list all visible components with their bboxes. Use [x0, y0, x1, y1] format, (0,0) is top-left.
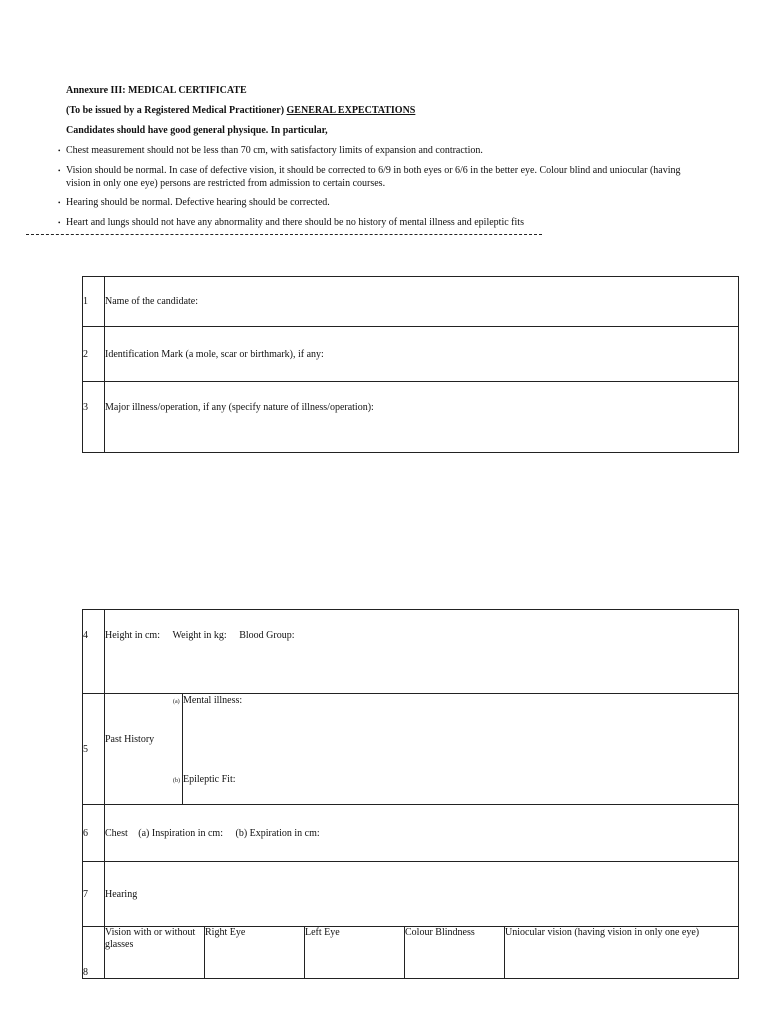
table-row: [83, 694, 739, 805]
identification-mark-field[interactable]: Identification Mark (a mole, scar or birthmark), if any:: [105, 327, 739, 382]
candidate-info-table: [82, 276, 739, 453]
table-row: [83, 610, 739, 694]
row-number: 6: [83, 805, 105, 862]
mental-illness-field[interactable]: Mental illness:: [183, 695, 243, 706]
expiration-label: (b) Expiration in cm:: [235, 827, 320, 839]
past-history-cell: [105, 694, 739, 805]
table-row: [83, 277, 739, 327]
chest-label: Chest: [105, 827, 128, 839]
table-row: [83, 805, 739, 862]
row-number: 4: [83, 610, 105, 694]
table-row: [83, 927, 739, 979]
past-history-label: Past History: [105, 734, 155, 745]
uniocular-vision-field[interactable]: Uniocular vision (having vision in only one eye): [505, 927, 739, 979]
left-eye-field[interactable]: Left Eye: [305, 927, 405, 979]
table-row: [83, 382, 739, 453]
dashed-divider: [26, 234, 542, 235]
colour-blindness-field[interactable]: Colour Blindness: [405, 927, 505, 979]
bullet-vision: Vision should be normal. In case of defective vision, it should be corrected to 6/9 in both eyes or 6/6 in the better eye. Colour blind and uniocular (having: [66, 165, 681, 176]
sub-item-marker: (a): [173, 699, 180, 705]
medical-details-table: [82, 609, 739, 979]
name-field[interactable]: Name of the candidate:: [105, 277, 739, 327]
past-history-divider: [182, 694, 183, 804]
certificate-title: Annexure III: MEDICAL CERTIFICATE: [66, 85, 247, 96]
bullet-chest: Chest measurement should not be less than 70 cm, with satisfactory limits of expansion and contraction.: [66, 145, 483, 156]
table-row: [83, 327, 739, 382]
issued-by-text: (To be issued by a Registered Medical Practitioner): [66, 105, 285, 116]
chest-field[interactable]: [105, 805, 739, 862]
height-label: Height in cm:: [105, 630, 160, 641]
row-number: 3: [83, 382, 105, 453]
major-illness-field[interactable]: Major illness/operation, if any (specify nature of illness/operation):: [105, 382, 739, 453]
epileptic-fit-field[interactable]: Epileptic Fit:: [183, 774, 236, 785]
weight-label: Weight in kg:: [172, 630, 227, 641]
blood-group-label: Blood Group:: [239, 630, 295, 641]
right-eye-field[interactable]: Right Eye: [205, 927, 305, 979]
issued-by-line: [66, 105, 415, 116]
row-number: 1: [83, 277, 105, 327]
hearing-field[interactable]: Hearing: [105, 862, 739, 927]
bullet-icon: •: [58, 219, 61, 227]
physique-requirement: Candidates should have good general physique. In particular,: [66, 125, 328, 136]
bullet-heart-lungs: Heart and lungs should not have any abnormality and there should be no history of mental illness and epileptic fits: [66, 217, 524, 228]
bullet-icon: •: [58, 147, 61, 155]
row-number: 7: [83, 862, 105, 927]
row-number: 8: [83, 927, 105, 979]
bullet-icon: •: [58, 199, 61, 207]
general-expectations-heading: GENERAL EXPECTATIONS: [286, 105, 416, 116]
row-number: 5: [83, 694, 105, 805]
inspiration-label: (a) Inspiration in cm:: [138, 827, 223, 839]
bullet-vision-cont: vision in only one eye) persons are restricted from admission to certain courses.: [66, 178, 386, 189]
bullet-hearing: Hearing should be normal. Defective hearing should be corrected.: [66, 197, 330, 208]
body-measurements-field[interactable]: [105, 610, 739, 694]
row-number: 2: [83, 327, 105, 382]
vision-label: Vision with or without glasses: [105, 927, 205, 979]
sub-item-marker: (b): [173, 778, 180, 784]
table-row: [83, 862, 739, 927]
bullet-icon: •: [58, 167, 61, 175]
